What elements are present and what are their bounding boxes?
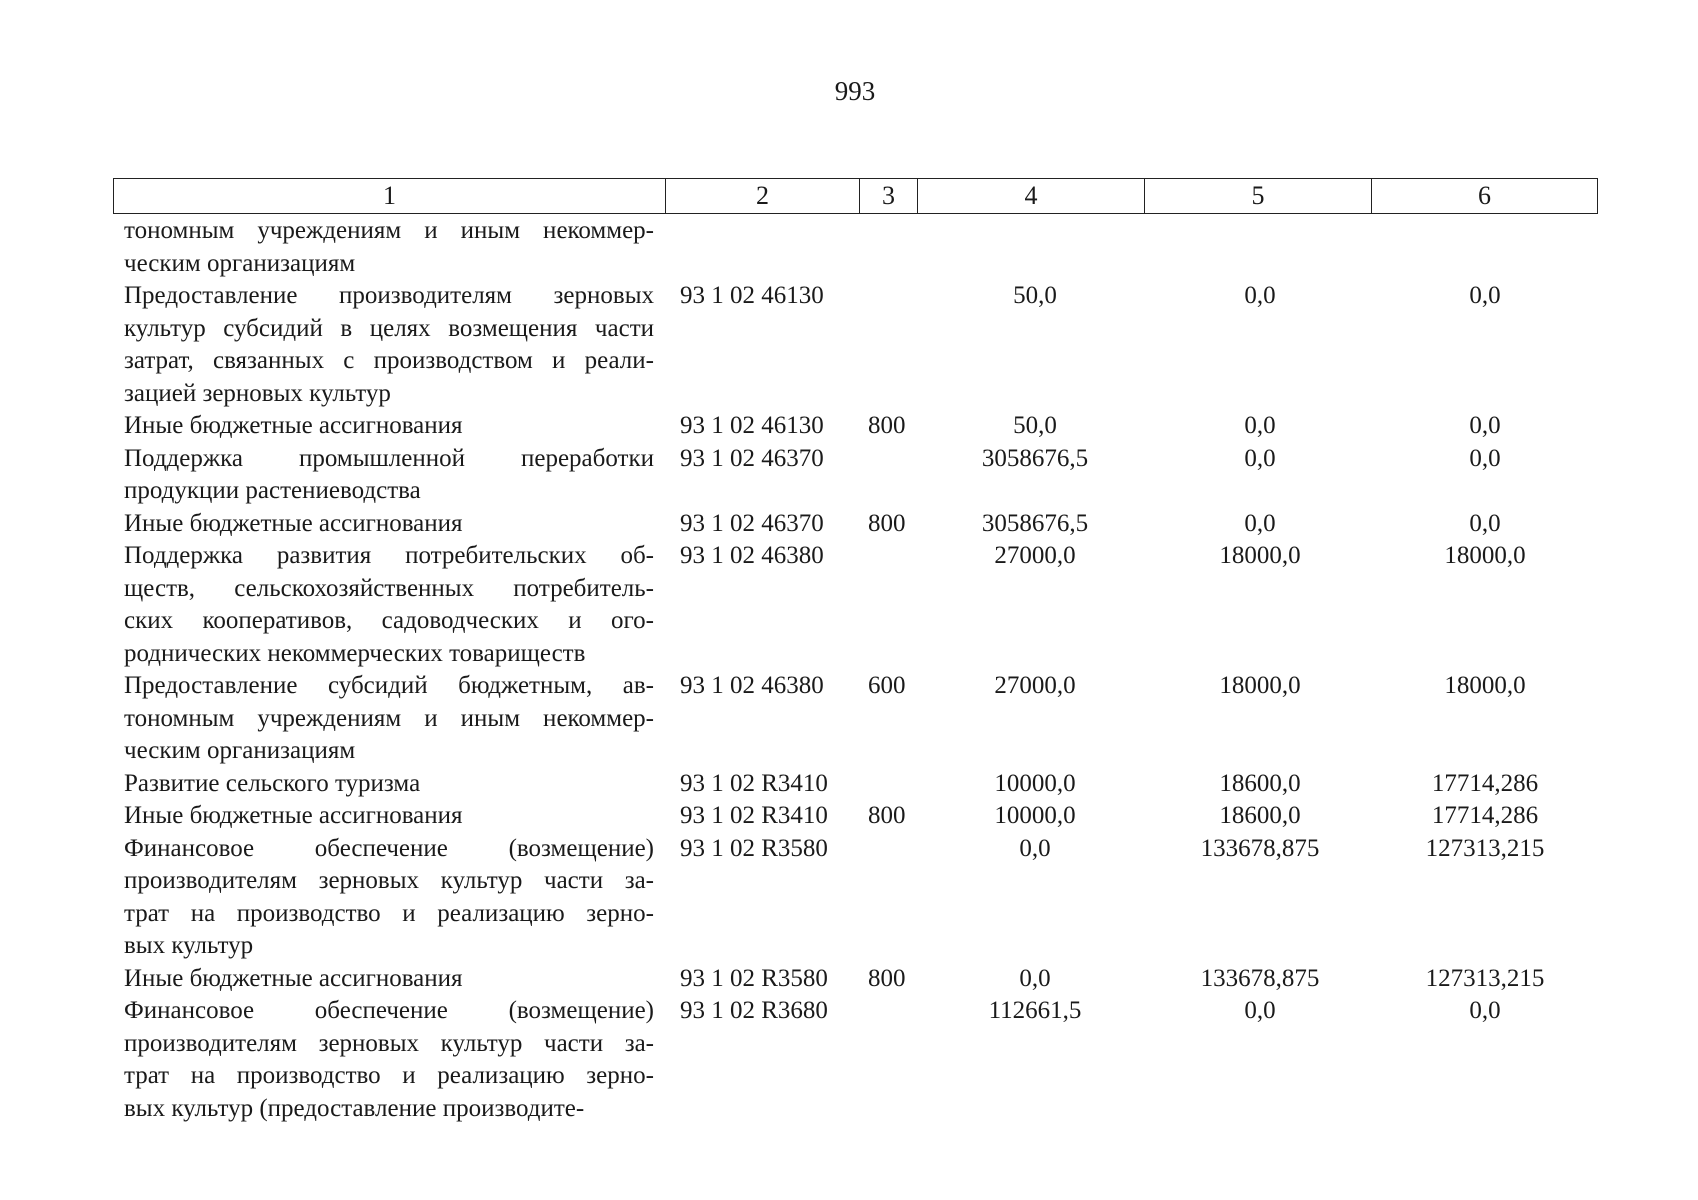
description-line: Финансовое обеспечение (возмещение) — [124, 834, 654, 862]
column-header-table — [113, 178, 1598, 214]
table-row — [0, 508, 1698, 541]
row-value-col4: 3058676,5 — [981, 509, 1089, 537]
row-expense-type: 800 — [868, 964, 906, 992]
row-value-col5: 18000,0 — [1219, 672, 1301, 699]
description-line: Поддержка развития потребительских об- — [124, 542, 654, 569]
table-row — [0, 670, 1698, 768]
row-value-col5: 0,0 — [1244, 444, 1276, 472]
row-value-col4: 50,0 — [1013, 412, 1057, 439]
column-header-5: 5 — [1145, 179, 1372, 214]
description-line: Иные бюджетные ассигнования — [124, 412, 463, 439]
row-description — [124, 410, 654, 443]
row-code: 93 1 02 R3580 — [680, 834, 828, 862]
row-value-col6: 127313,215 — [1425, 834, 1545, 862]
row-code: 93 1 02 46130 — [680, 412, 824, 439]
description-line: Иные бюджетные ассигнования — [124, 509, 463, 537]
description-line: культур субсидий в целях возмещения части — [124, 314, 654, 342]
row-value-col5: 18000,0 — [1219, 542, 1301, 569]
table-row — [0, 540, 1698, 670]
description-line: Финансовое обеспечение (возмещение) — [124, 997, 654, 1024]
description-line: Предоставление производителям зерновых — [124, 282, 654, 309]
row-description — [124, 995, 654, 1125]
column-header-4: 4 — [918, 179, 1145, 214]
row-value-col4: 3058676,5 — [981, 444, 1089, 472]
description-line: трат на производство и реализацию зерно- — [124, 1062, 654, 1089]
row-value-col5: 133678,875 — [1200, 834, 1320, 862]
table-row — [0, 768, 1698, 801]
row-description — [124, 443, 654, 508]
row-description — [124, 280, 654, 410]
row-expense-type: 600 — [868, 672, 906, 699]
description-line: роднических некоммерческих товариществ — [124, 639, 586, 667]
row-expense-type: 800 — [868, 802, 906, 829]
row-code: 93 1 02 46380 — [680, 542, 824, 569]
row-code: 93 1 02 R3580 — [680, 964, 828, 992]
row-value-col4: 0,0 — [1019, 964, 1051, 992]
description-line: трат на производство и реализацию зерно- — [124, 899, 654, 927]
row-description — [124, 963, 654, 996]
description-line: тономным учреждениям и иным некоммер- — [124, 704, 654, 732]
row-value-col5: 0,0 — [1244, 509, 1276, 537]
table-row — [0, 410, 1698, 443]
table-row — [0, 280, 1698, 410]
row-description — [124, 768, 654, 801]
row-code: 93 1 02 46380 — [680, 672, 824, 699]
description-line: ществ, сельскохозяйственных потребитель- — [124, 574, 654, 602]
row-value-col5: 0,0 — [1244, 997, 1276, 1024]
row-description — [124, 215, 654, 280]
row-description — [124, 540, 654, 670]
table-row — [0, 963, 1698, 996]
row-value-col5: 18600,0 — [1219, 769, 1301, 797]
description-line: затрат, связанных с производством и реали- — [124, 347, 654, 374]
description-line: Поддержка промышленной переработки — [124, 444, 654, 472]
row-code: 93 1 02 R3680 — [680, 997, 828, 1024]
row-value-col6: 17714,286 — [1431, 802, 1539, 829]
description-line: Иные бюджетные ассигнования — [124, 802, 463, 829]
page-number: 993 — [834, 76, 876, 106]
table-row — [0, 800, 1698, 833]
row-value-col6: 18000,0 — [1444, 542, 1526, 569]
column-header-6: 6 — [1372, 179, 1598, 214]
row-code: 93 1 02 46370 — [680, 509, 824, 537]
table-row — [0, 215, 1698, 280]
row-value-col6: 0,0 — [1469, 412, 1501, 439]
row-value-col5: 18600,0 — [1219, 802, 1301, 829]
description-line: продукции растениеводства — [124, 477, 421, 504]
row-description — [124, 833, 654, 963]
table-body — [0, 215, 1698, 1125]
row-value-col4: 10000,0 — [994, 802, 1076, 829]
row-code: 93 1 02 R3410 — [680, 769, 828, 797]
table-row — [0, 833, 1698, 963]
row-value-col6: 127313,215 — [1425, 964, 1545, 992]
table-row — [0, 443, 1698, 508]
row-value-col4: 10000,0 — [994, 769, 1076, 797]
description-line: зацией зерновых культур — [124, 379, 391, 407]
description-line: вых культур (предоставление производите- — [124, 1094, 585, 1122]
row-code: 93 1 02 46370 — [680, 444, 824, 472]
row-value-col4: 27000,0 — [994, 542, 1076, 569]
row-expense-type: 800 — [868, 509, 906, 537]
row-description — [124, 670, 654, 768]
description-line: вых культур — [124, 932, 254, 959]
row-value-col6: 0,0 — [1469, 282, 1501, 309]
description-line: ских кооперативов, садоводческих и ого- — [124, 607, 654, 634]
row-value-col6: 17714,286 — [1431, 769, 1539, 797]
row-value-col5: 0,0 — [1244, 412, 1276, 439]
description-line: Иные бюджетные ассигнования — [124, 964, 463, 992]
description-line: Развитие сельского туризма — [124, 769, 421, 797]
row-value-col4: 27000,0 — [994, 672, 1076, 699]
row-value-col4: 0,0 — [1019, 834, 1051, 862]
row-value-col6: 18000,0 — [1444, 672, 1526, 699]
column-header-row — [114, 179, 1598, 214]
description-line: производителям зерновых культур части за- — [124, 1029, 654, 1057]
row-value-col4: 50,0 — [1013, 282, 1057, 309]
row-expense-type: 800 — [868, 412, 906, 439]
description-line: ческим организациям — [124, 249, 356, 277]
description-line: производителям зерновых культур части за- — [124, 867, 654, 894]
row-description — [124, 508, 654, 541]
column-header-2: 2 — [666, 179, 860, 214]
row-value-col5: 133678,875 — [1200, 964, 1320, 992]
row-description — [124, 800, 654, 833]
row-value-col4: 112661,5 — [988, 997, 1082, 1024]
row-value-col5: 0,0 — [1244, 282, 1276, 309]
row-value-col6: 0,0 — [1469, 509, 1501, 537]
row-code: 93 1 02 46130 — [680, 282, 824, 309]
row-value-col6: 0,0 — [1469, 444, 1501, 472]
row-code: 93 1 02 R3410 — [680, 802, 828, 829]
description-line: тономным учреждениям и иным некоммер- — [124, 217, 654, 244]
table-row — [0, 995, 1698, 1125]
description-line: ческим организациям — [124, 737, 356, 764]
row-value-col6: 0,0 — [1469, 997, 1501, 1024]
column-header-3: 3 — [860, 179, 918, 214]
description-line: Предоставление субсидий бюджетным, ав- — [124, 672, 654, 699]
column-header-1: 1 — [114, 179, 666, 214]
